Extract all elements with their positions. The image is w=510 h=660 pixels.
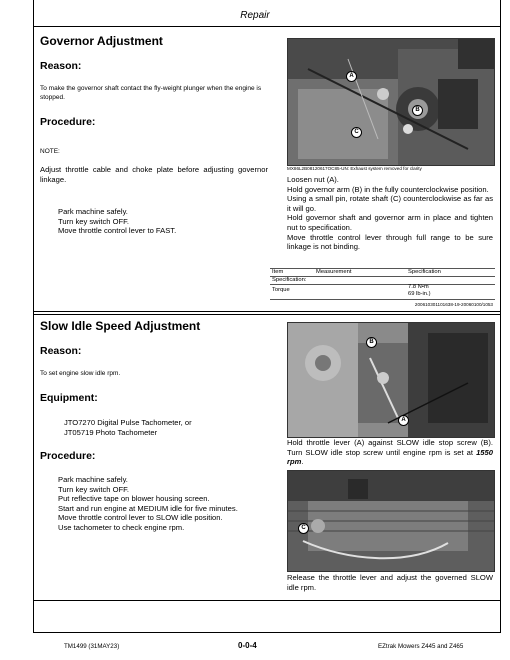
- callout-a: A: [398, 415, 409, 426]
- section-title-slow-idle: Slow Idle Speed Adjustment: [40, 319, 201, 333]
- table-header: Specification: [408, 269, 441, 275]
- table-header: Item: [272, 269, 284, 275]
- table-cell: Torque: [272, 287, 290, 293]
- note-label: NOTE:: [40, 148, 60, 155]
- list-item: JTO7270 Digital Pulse Tachometer, or: [64, 418, 192, 427]
- list-item: Move throttle control lever through full range to be sure linkage is not binding.: [287, 232, 493, 252]
- spec-table: [270, 268, 495, 308]
- header-rule: [33, 26, 501, 27]
- reason-heading: Reason:: [40, 60, 82, 72]
- photo-caption: MX86L2B08120617OC85-UN: Exhaust system removed for clarity: [287, 166, 422, 171]
- procedure-heading-2: Procedure:: [40, 450, 96, 462]
- list-item: Move throttle control lever to SLOW idle position.: [58, 513, 223, 523]
- footer-rule: [33, 632, 501, 633]
- frame-right: [500, 0, 501, 632]
- note-text: Adjust throttle cable and choke plate before adjusting governor linkage.: [40, 165, 268, 184]
- list-item: Start and run engine at MEDIUM idle for five minutes.: [58, 503, 238, 513]
- slow-idle-photo-1: [287, 322, 495, 438]
- callout-b: B: [412, 105, 423, 116]
- page-header: Repair: [240, 10, 270, 21]
- list-item: Use tachometer to check engine rpm.: [58, 522, 185, 532]
- bottom-rule: [33, 600, 501, 601]
- section-divider: [33, 311, 501, 312]
- list-item: Park machine safely.: [58, 475, 128, 484]
- reason-text: To make the governor shaft contact the fly-weight plunger when the engine is stopped.: [40, 85, 262, 101]
- governor-steps: [58, 207, 176, 236]
- list-item: Turn key switch OFF.: [58, 216, 130, 226]
- list-item: Move throttle control lever to FAST.: [58, 226, 177, 236]
- photo2-text: Release the throttle lever and adjust the governed SLOW idle rpm.: [287, 573, 493, 592]
- callout-c: C: [298, 523, 309, 534]
- table-header: Measurement: [316, 269, 352, 275]
- frame-left: [33, 0, 34, 632]
- list-item: JT05719 Photo Tachometer: [64, 427, 158, 437]
- section-title-governor: Governor Adjustment: [40, 34, 163, 48]
- slow-idle-photo-2: [287, 470, 495, 572]
- governor-photo: [287, 38, 495, 166]
- list-item: Using a small pin, rotate shaft (C) counterclockwise as far as it will go.: [287, 194, 493, 213]
- table-footnote: 200610301101638-19-20060100/1053: [414, 302, 493, 307]
- procedure-heading: Procedure:: [40, 116, 96, 128]
- table-cell: 7.8 N•m 69 lb-in.): [408, 284, 431, 297]
- list-item: Put reflective tape on blower housing screen.: [58, 494, 210, 504]
- callout-c: C: [351, 127, 362, 138]
- footer-page-number: 0-0-4: [238, 641, 257, 650]
- list-item: Loosen nut (A).: [287, 175, 339, 184]
- equipment-list: [64, 418, 192, 437]
- photo1-text: Hold throttle lever (A) against SLOW idle stop screw (B). Turn SLOW idle stop screw until engine rpm is set at 1550 rpm.: [287, 438, 493, 467]
- engine-image: [288, 471, 494, 571]
- table-cell: Specification:: [272, 277, 307, 283]
- section-divider-2: [33, 314, 501, 315]
- slow-idle-steps: [58, 475, 238, 533]
- list-item: Hold governor shaft and governor arm in place and tighten nut to specification.: [287, 213, 493, 232]
- governor-right-steps: [287, 175, 493, 252]
- list-item: Park machine safely.: [58, 207, 128, 216]
- footer-right: EZtrak Mowers Z445 and Z465: [378, 643, 464, 650]
- rpm-value: 1550 rpm: [287, 447, 493, 467]
- footer-left: TM1499 (31MAY23): [64, 643, 120, 650]
- equipment-heading: Equipment:: [40, 392, 98, 404]
- callout-a: A: [346, 71, 357, 82]
- list-item: Turn key switch OFF.: [58, 484, 130, 494]
- reason-heading-2: Reason:: [40, 345, 82, 357]
- callout-b: B: [366, 337, 377, 348]
- engine-image: [288, 39, 494, 165]
- list-item: Hold governor arm (B) in the fully counterclockwise position.: [287, 184, 489, 194]
- engine-image: [288, 323, 494, 437]
- reason-text-2: To set engine slow idle rpm.: [40, 370, 121, 377]
